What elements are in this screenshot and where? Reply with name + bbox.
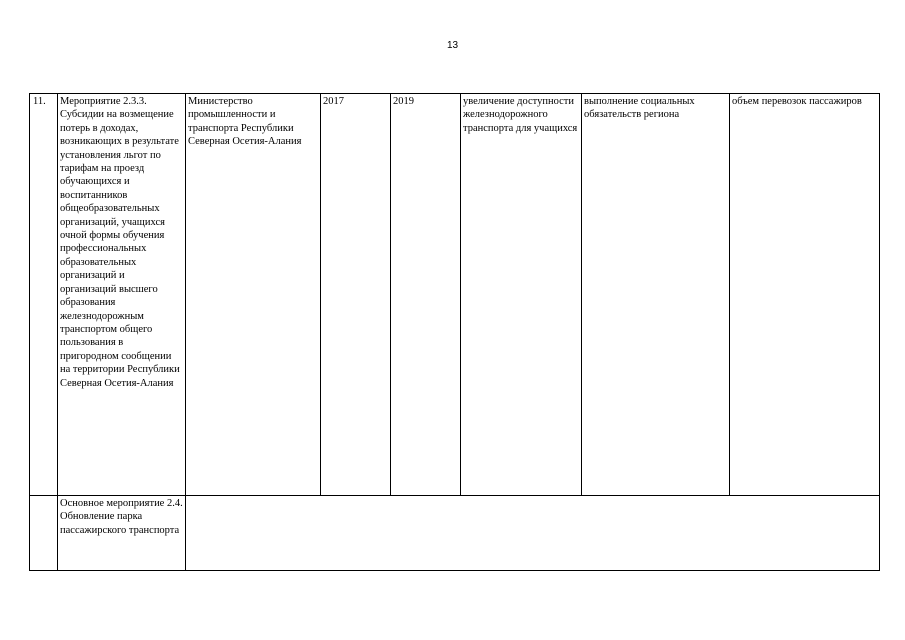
- cell-number: [30, 496, 58, 571]
- table-row: [30, 496, 880, 571]
- cell-executor: Министерство промышленности и транспорта Республики Северная Осетия-Алания: [186, 94, 321, 496]
- cell-indicator: объем перевозок пассажиров: [730, 94, 880, 496]
- page-number: 13: [446, 40, 459, 51]
- cell-number: 11.: [30, 94, 58, 496]
- cell-end-year: 2019: [391, 94, 461, 496]
- cell-activity: Мероприятие 2.3.3. Субсидии на возмещение потерь в доходах, возникающих в результате установления льгот по тарифам на проезд обучающихся и воспитанников общеобразовательных организаций, учащихся очной формы обучения профессиональных образовательных организаций и организаций высшего образования железнодорожным транспортом общего пользования в пригородном сообщении на территории Республики Северная Осетия-Алания: [58, 94, 186, 496]
- activities-table: [29, 93, 880, 571]
- cell-start-year: 2017: [321, 94, 391, 496]
- cell-merged-empty: [186, 496, 880, 571]
- cell-activity: Основное мероприятие 2.4. Обновление парка пассажирского транспорта: [58, 496, 186, 571]
- table-row: [30, 94, 880, 496]
- cell-consequence: выполнение социальных обязательств региона: [582, 94, 730, 496]
- cell-result: увеличение доступности железнодорожного транспорта для учащихся: [461, 94, 582, 496]
